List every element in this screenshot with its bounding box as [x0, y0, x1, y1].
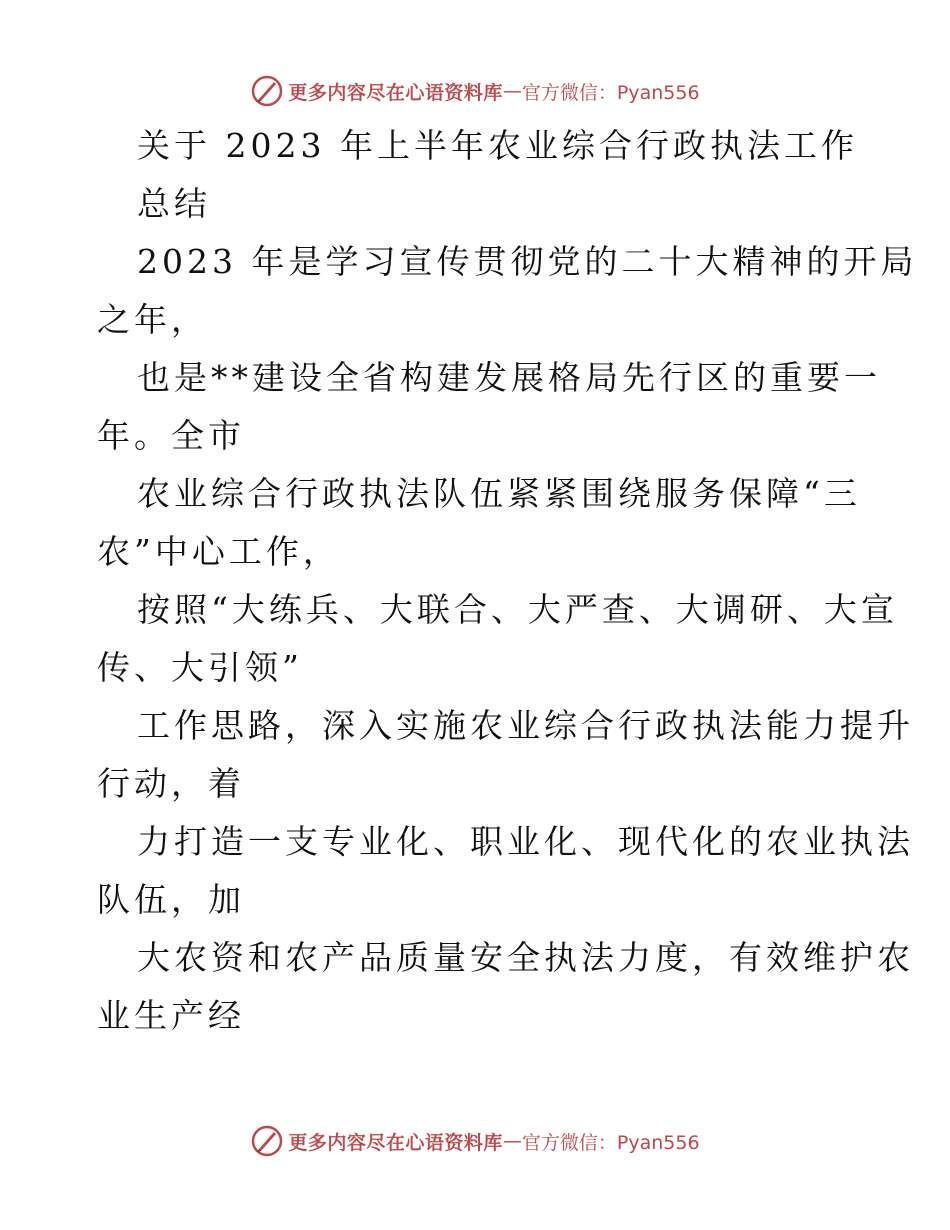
watermark-brand: 更多内容尽在心语资料库	[288, 81, 503, 104]
watermark-separator: —	[502, 1130, 522, 1152]
text-line: 按照“大练兵、大联合、大严查、大调研、大宣	[137, 590, 898, 629]
watermark-separator: —	[502, 80, 522, 102]
quill-logo-icon	[250, 1124, 284, 1158]
text-line: 力打造一支专业化、职业化、现代化的农业执法	[137, 822, 914, 861]
text-line: 之年，	[97, 300, 208, 339]
text-line: 传、大引领”	[97, 648, 303, 687]
text-line: 关于 2023 年上半年农业综合行政执法工作	[137, 126, 858, 165]
watermark-brand: 更多内容尽在心语资料库	[288, 1131, 503, 1154]
text-line: 业生产经	[97, 996, 245, 1035]
header-watermark	[0, 71, 950, 111]
text-line: 2023 年是学习宣传贯彻党的二十大精神的开局	[137, 242, 918, 281]
watermark-contact: 官方微信：Pyan556	[521, 81, 700, 104]
text-line: 农业综合行政执法队伍紧紧围绕服务保障“三	[137, 474, 861, 513]
text-line: 行动，着	[97, 764, 245, 803]
text-line: 农”中心工作，	[97, 532, 340, 571]
quill-logo-icon	[250, 74, 284, 108]
document-body	[0, 117, 950, 1045]
footer-watermark	[0, 1121, 950, 1161]
text-line: 队伍，加	[97, 880, 245, 919]
text-line: 也是**建设全省构建发展格局先行区的重要一	[137, 358, 881, 397]
watermark-contact: 官方微信：Pyan556	[521, 1131, 700, 1154]
text-line: 大农资和农产品质量安全执法力度，有效维护农	[137, 938, 914, 977]
text-line: 工作思路，深入实施农业综合行政执法能力提升	[137, 706, 914, 745]
text-line: 总结	[137, 184, 211, 223]
text-line: 年。全市	[97, 416, 245, 455]
